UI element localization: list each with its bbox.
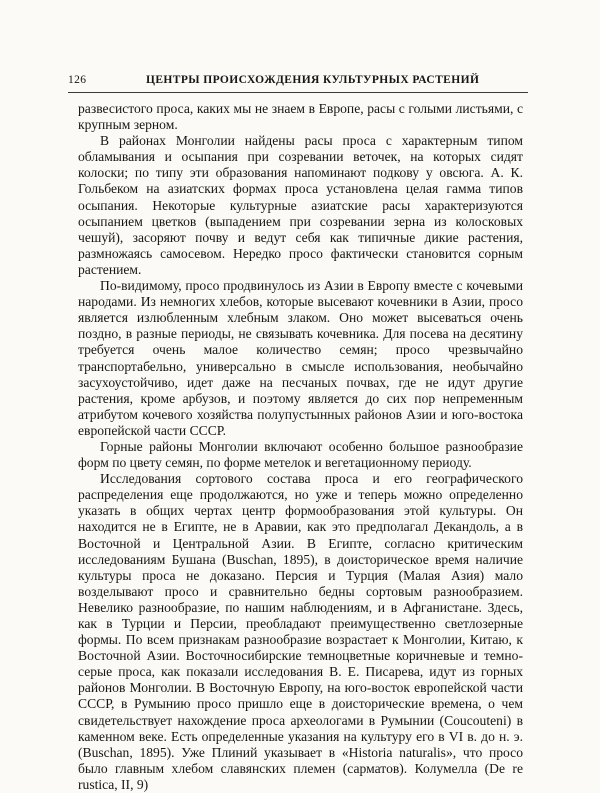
paragraph-nomads: По-видимому, просо продвинулось из Азии в Европу вместе с кочевыми народами. Из немногих хлебов, которые высевают кочевники в Азии, просо является излюбленным хлебным злаком. Оно может высеваться очень поздно, в разные периоды, не связывать кочевника. Для посева на десятину требуется очень малое количество семян; просо чрезвычайно транспортабельно, универсально в смысле использования, необычайно засухоустойчиво, идет даже на песчаных почвах, где не идут другие растения, кроме арбузов, и поэтому является до сих пор непременным атрибутом кочевого хозяйства полупустынных районов Азии и юго-востока европейской части СССР. — [78, 278, 523, 438]
body-text — [78, 101, 523, 793]
paragraph-origin-center: Исследования сортового состава проса и его географического распределения еще продолжаются, но уже и теперь можно определенно указать в общих чертах центр формообразования этой культуры. Он находится не в Египте, не в Аравии, как это предполагал Декандоль, а в Восточной и Центральной Азии. В Египте, согласно критическим исследованиям Бушана (Buschan, 1895), в доисторическое время наличие культуры проса не доказано. Персия и Турция (Малая Азия) мало возделывают просо и сравнительно бедны сортовым разнообразием. Невелико разнообразие, по нашим наблюдениям, и в Афганистане. Здесь, как в Турции и Персии, преобладают преимущественно светлозерные формы. По всем признакам разнообразие возрастает к Монголии, Китаю, к Восточной Азии. Восточносибирские темноцветные коричневые и темно-серые проса, как показали исследования В. Е. Писарева, идут из горных районов Монголии. В Восточную Европу, на юго-восток европейской части СССР, в Румынию просо пришло еще в доисторические времена, о чем свидетельствует нахождение проса археологами в Румынии (Coucouteni) в каменном веке. Есть определенные указания на культуру его в VI в. до н. э. (Buschan, 1895). Уже Плиний указывает в «Historia naturalis», что просо было главным хлебом славянских племен (сарматов). Колумелла (De re rustica, II, 9) — [78, 471, 523, 792]
paragraph-mountains: Горные районы Монголии включают особенно большое разнообразие форм по цвету семян, по форме метелок и вегетационному периоду. — [78, 438, 523, 471]
header-rule — [68, 92, 528, 93]
paragraph-continuation: развесистого проса, каких мы не знаем в Европе, расы с голыми листьями, с крупным зерном. — [78, 101, 523, 133]
running-title: ЦЕНТРЫ ПРОИСХОЖДЕНИЯ КУЛЬТУРНЫХ РАСТЕНИЙ — [146, 74, 480, 86]
paragraph-shedding: В районах Монголии найдены расы проса с характерным типом обламывания и осыпания при созревании веточек, на которых сидят колоски; по типу эти образования напоминают подкову у овсюга. А. К. Гольбеком на азиатских формах проса установлена целая гамма типов осыпания. Некоторые культурные азиатские расы характеризуются осыпанием цветков (выпадением при созревании зерна из колосковых чешуй), засоряют почву и ведут себя как типичные дикие растения, размножаясь самосевом. Нередко просо фактически становится сорным растением. — [78, 133, 523, 277]
page-number: 126 — [68, 74, 87, 86]
